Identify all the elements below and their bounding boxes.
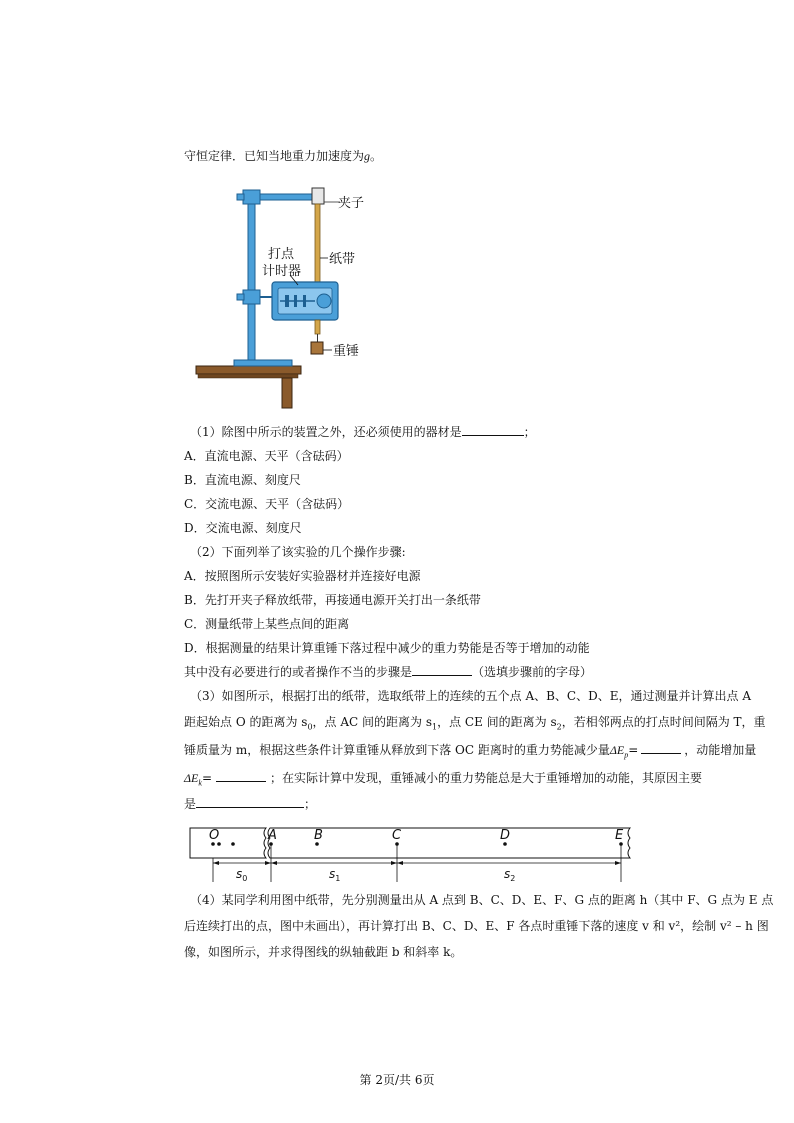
weight-block — [311, 342, 323, 354]
q1-option-d: D．交流电源、刻度尺 — [184, 521, 302, 535]
q3-line1: （3）如图所示，根据打出的纸带，选取纸带上的连续的五个点 A、B、C、D、E，通过测量并计算出点 A — [190, 689, 751, 703]
q3-line5: 是 ； — [184, 797, 317, 811]
intro-var: g — [364, 149, 371, 163]
q2-option-b: B．先打开夹子释放纸带，再接通电源开关打出一条纸带 — [184, 593, 481, 607]
q3-blank-ek[interactable] — [216, 770, 266, 782]
label-c: C — [392, 828, 402, 843]
q3-line2: 距起始点 O 的距离为 $s_0$，点 AC 间的距离为 $s_1$，点 CE 间的距离为 $s_2$，若相邻两点的打点时间间隔为 T，重 — [184, 715, 766, 732]
q1-option-b: B．直流电源、刻度尺 — [184, 473, 301, 487]
q2-option-a: A．按照图所示安装好实验器材并连接好电源 — [184, 569, 421, 583]
intro-line — [184, 148, 382, 164]
table-leg — [282, 378, 292, 408]
rod-clamp-top — [243, 190, 260, 204]
q3-blank-ep[interactable] — [641, 742, 681, 754]
timer-disk — [317, 294, 331, 308]
q1-option-a: A．直流电源、天平（含砝码） — [184, 449, 349, 463]
q1-stem: （1）除图中所示的装置之外，还必须使用的器材是 ； — [190, 425, 536, 439]
label-d: D — [500, 828, 511, 843]
label-o: O — [209, 828, 220, 843]
q2-blank[interactable] — [412, 664, 472, 676]
timer-label-line1: 打点 — [268, 247, 295, 262]
stand-base — [234, 360, 292, 366]
label-a: A — [268, 828, 277, 843]
tape-diagram — [186, 820, 636, 884]
label-e: E — [615, 828, 624, 843]
tape-clamp — [312, 188, 324, 204]
label-s2: $s_2$ — [504, 867, 516, 883]
q2-option-d: D．根据测量的结果计算重锤下落过程中减少的重力势能是否等于增加的动能 — [184, 641, 590, 655]
q2-ask: 其中没有必要进行的或者操作不当的步骤是 （选填步骤前的字母） — [184, 665, 593, 679]
page-footer: 第 2页/共 6页 — [359, 1073, 435, 1087]
label-s1: $s_1$ — [329, 867, 341, 883]
intro-end: 。 — [370, 149, 383, 163]
rod-clamp-mid — [243, 290, 260, 304]
apparatus-figure — [190, 180, 370, 412]
timer-label-line2: 计时器 — [262, 264, 302, 279]
dot-o-3 — [231, 842, 235, 846]
table-edge — [198, 374, 298, 378]
rod-clamp-mid-knob — [237, 294, 244, 300]
q3-line4: $\Delta E_k=$ ；在实际计算中发现，重锤减小的重力势能总是大于重锤增加的动能，其原因主要 — [184, 771, 703, 788]
weight-label: 重锤 — [333, 344, 360, 359]
q2-option-c: C．测量纸带上某些点间的距离 — [184, 617, 350, 631]
label-b: B — [314, 828, 323, 843]
rod-clamp-top-knob — [237, 194, 244, 200]
intro-text: 守恒定律．已知当地重力加速度为 — [184, 149, 365, 163]
clamp-label: 夹子 — [338, 196, 365, 211]
table-top — [196, 366, 301, 374]
tape-left-piece — [190, 828, 266, 858]
q2-stem: （2）下面列举了该实验的几个操作步骤: — [190, 545, 406, 559]
label-s0: $s_0$ — [236, 867, 248, 883]
q4-line3: 像，如图所示，并求得图线的纵轴截距 b 和斜率 k。 — [184, 945, 463, 959]
q4-line2: 后连续打出的点，图中未画出），再计算打出 B、C、D、E、F 各点时重锤下落的速度 v 和 v²，绘制 v² – h 图 — [184, 919, 769, 933]
tape-label: 纸带 — [329, 252, 356, 267]
q3-line3: 锤质量为 m，根据这些条件计算重锤从释放到下落 OC 距离时的重力势能减少量$\Delta E_p=$ ，动能增加量 — [184, 743, 757, 760]
q3-blank-reason[interactable] — [196, 796, 304, 808]
q4-line1: （4）某同学利用图中纸带，先分别测量出从 A 点到 B、C、D、E、F、G 点的距离 h（其中 F、G 点为 E 点 — [190, 893, 774, 907]
q1-option-c: C．交流电源、天平（含砝码） — [184, 497, 350, 511]
stand-rod — [248, 190, 255, 360]
q1-blank[interactable] — [462, 424, 524, 436]
